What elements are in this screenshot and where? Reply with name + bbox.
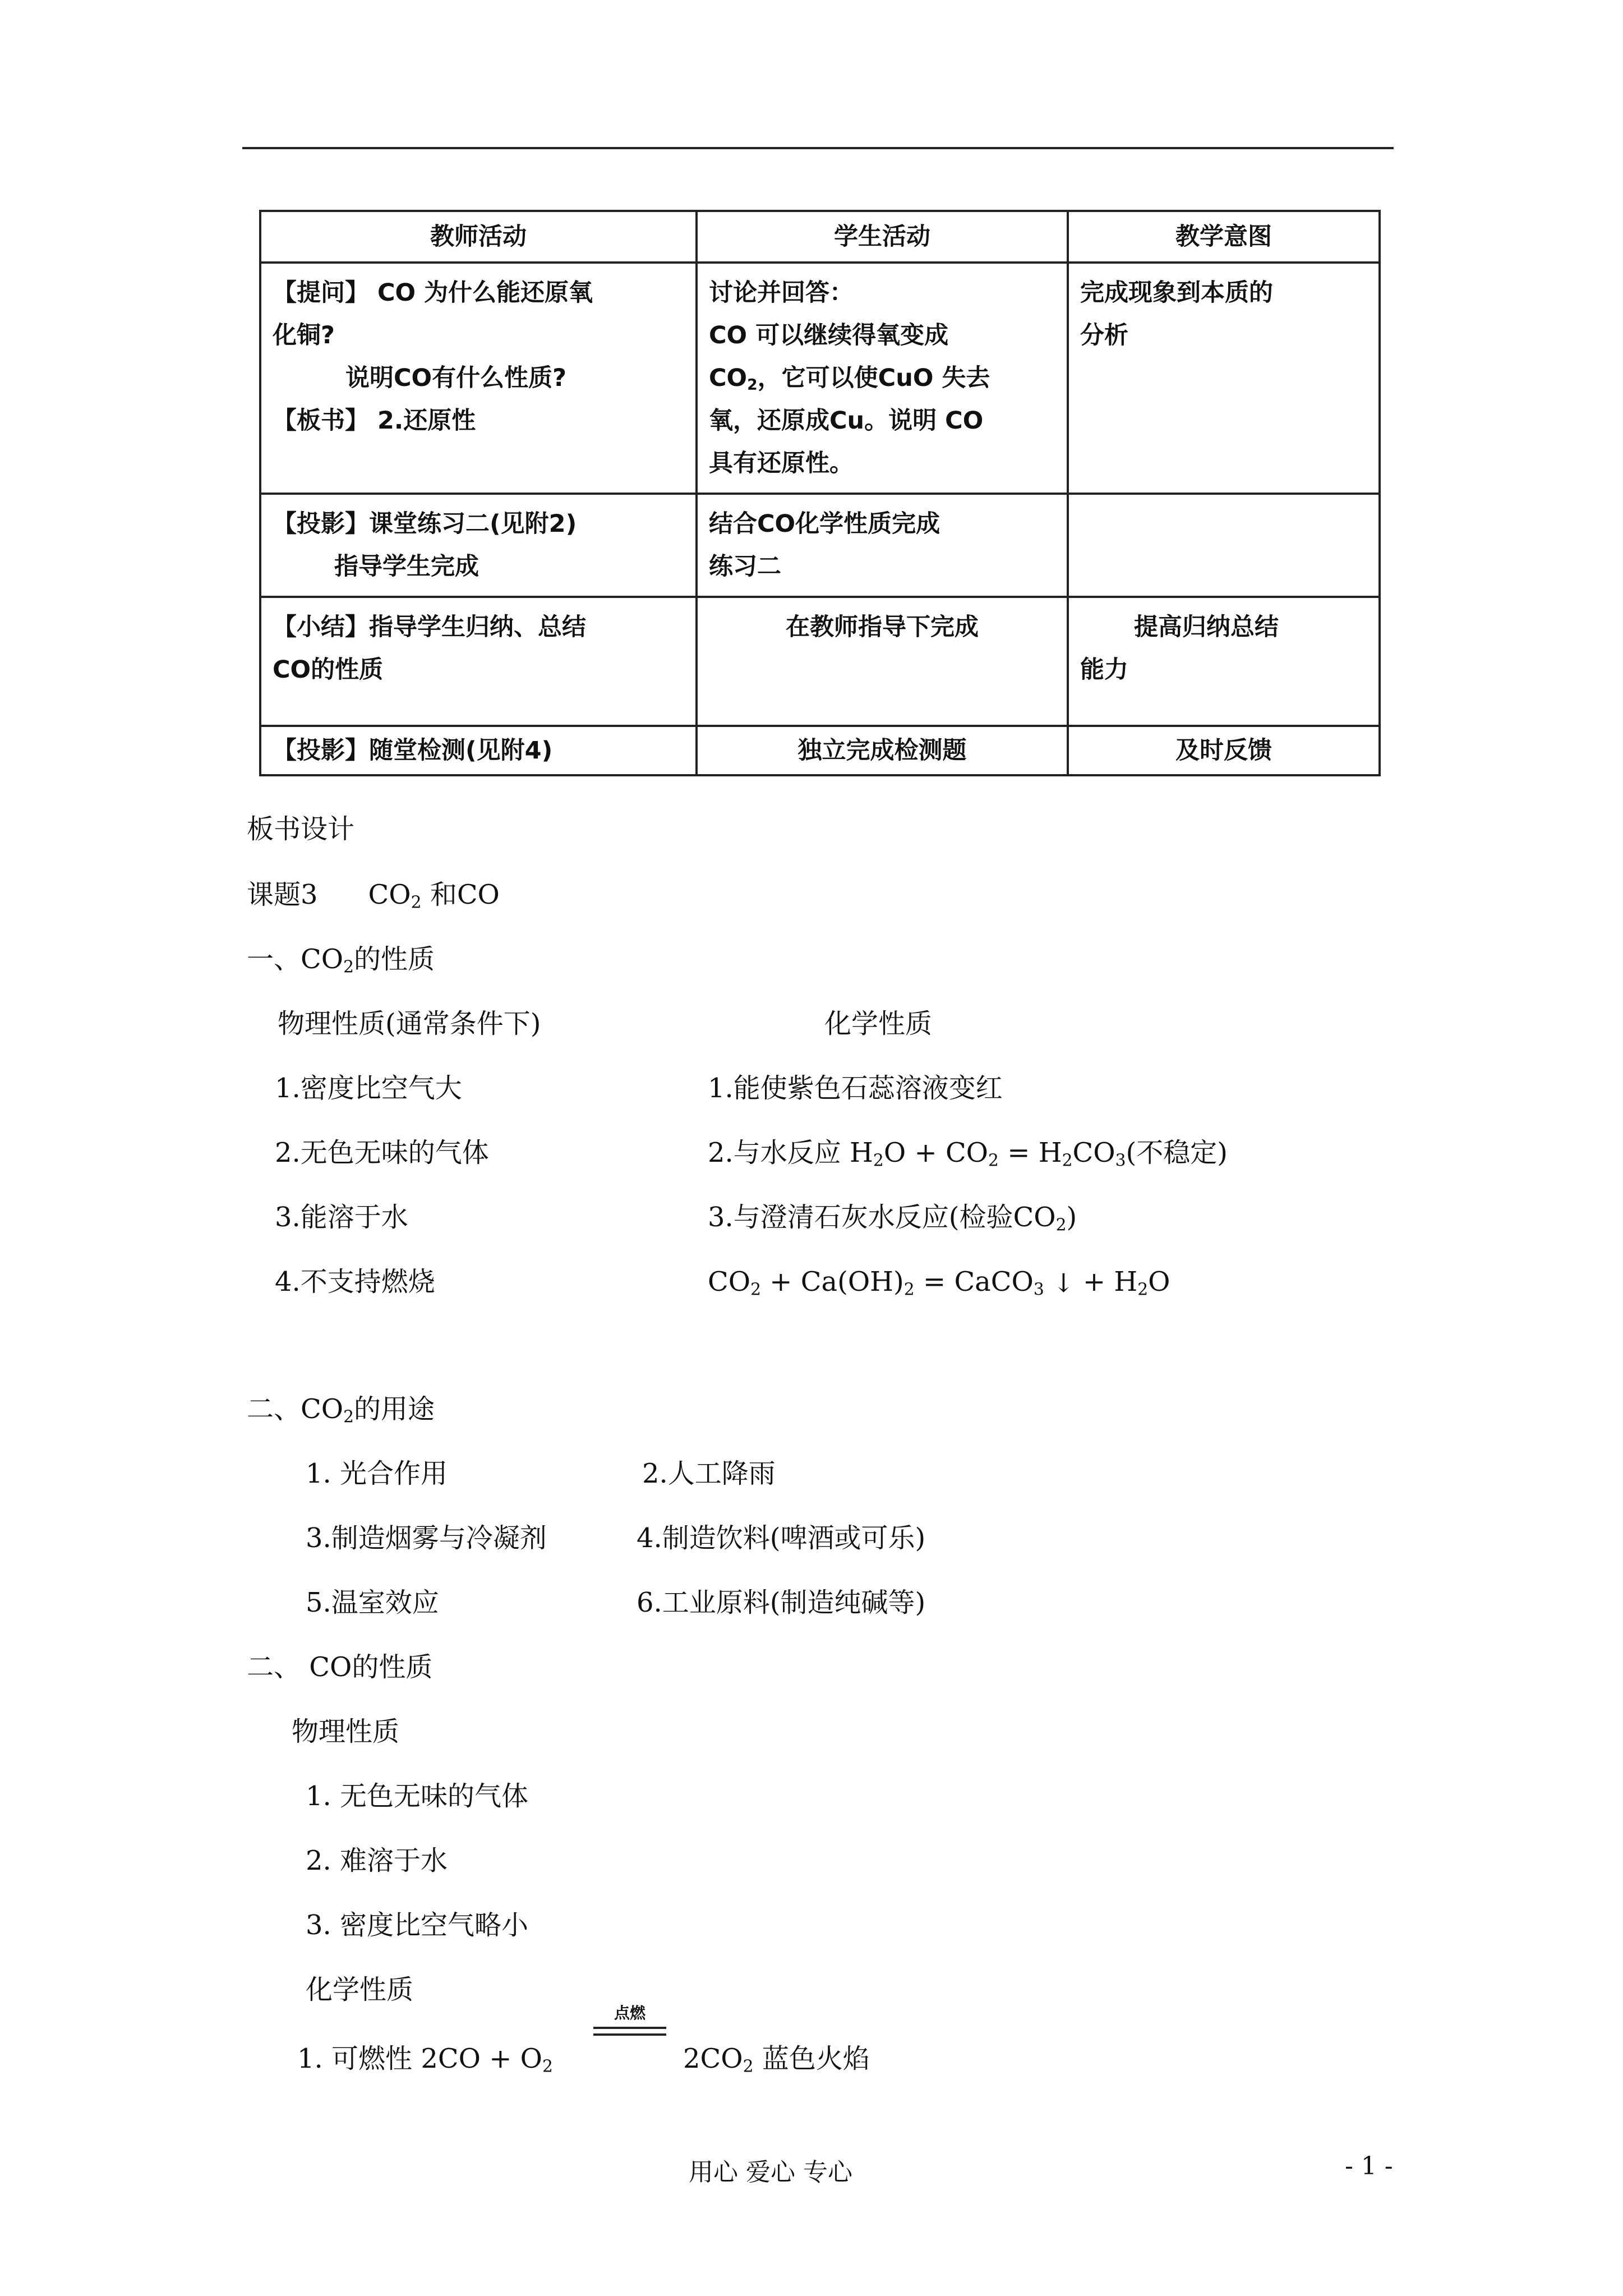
list-item: 1.能使紫色石蕊溶液变红 [708,1073,1003,1104]
cell-text: 提高归纳总结 [1134,613,1279,641]
formula-text: O [1148,1266,1170,1297]
student-cell [697,597,1068,726]
table-row [260,726,1380,775]
chem-label: 化学性质 [824,1008,933,1039]
intent-cell [1068,726,1380,775]
student-cell [697,726,1068,775]
subscript: 2 [343,1407,354,1427]
cell-text: CO的性质 [273,656,384,684]
section-title-text: 的性质 [354,944,435,975]
formula-text: = H [998,1137,1062,1168]
subscript: 2 [1137,1280,1149,1300]
intent-cell [1068,597,1380,726]
page-number: - 1 - [1345,2152,1393,2180]
subscript: 2 [873,1151,884,1171]
topic-prefix: 课题3 [247,879,318,910]
list-item: 2.人工降雨 [642,1458,776,1489]
col-header-teacher: 教师活动 [260,211,697,263]
formula-text: CO [368,879,411,910]
footer-motto: 用心 爱心 专心 [689,2158,852,2187]
lesson-table [259,210,1381,776]
table-row [260,494,1380,597]
formula-text: = CaCO [914,1266,1034,1297]
subscript: 2 [988,1151,999,1171]
cell-text: 【投影】课堂练习二(见附2) [273,510,577,538]
col-header-intent: 教学意图 [1068,211,1380,263]
list-item: 1. 无色无味的气体 [306,1780,529,1812]
equation [683,2042,870,2076]
cell-text: 完成现象到本质的 [1080,279,1273,307]
subscript: 2 [1055,1215,1067,1235]
list-item: 3.能溶于水 [275,1202,408,1233]
equals-bar [593,2027,666,2029]
formula-text: + Ca(OH) [761,1266,904,1297]
formula-text: CO [1072,1137,1115,1168]
list-item: 3.制造烟雾与冷凝剂 [306,1522,547,1554]
formula-text: CO [708,1266,751,1297]
cell-text: 分析 [1080,321,1128,349]
header-rule [242,147,1394,149]
subscript: 2 [750,1280,762,1300]
phys-label: 物理性质(通常条件下) [278,1008,541,1039]
topic-line [247,878,500,912]
formula-text: 1. 可燃性 2CO + O [297,2043,543,2074]
teacher-cell [260,263,697,494]
cell-text: 讨论并回答： [709,279,854,307]
list-item: 2.无色无味的气体 [275,1137,489,1168]
formula-text: 2.与水反应 H [708,1137,873,1168]
cell-text [709,357,1055,399]
cell-text: 指导学生完成 [334,553,479,581]
section-title: 二、 CO的性质 [247,1651,433,1683]
formula-text: + H [1074,1266,1138,1297]
cell-text: 【提问】 CO 为什么能还原氧 [273,279,593,307]
formula-text: CO [709,364,748,392]
condition-label: 点燃 [614,2004,645,2022]
formula-text: 2CO [683,2043,743,2074]
section-title [247,942,435,976]
list-item: 4.制造饮料(啤酒或可乐) [637,1522,926,1554]
cell-text: 在教师指导下完成 [786,613,979,641]
subscript: 2 [747,376,758,394]
student-cell [697,494,1068,597]
list-item: 1. 光合作用 [306,1458,448,1489]
intent-cell [1068,263,1380,494]
table-header-row [260,211,1380,263]
subscript: 3 [1115,1151,1126,1171]
list-item: 4.不支持燃烧 [275,1266,435,1297]
cell-text: CO 可以继续得氧变成 [709,321,949,349]
teacher-cell [260,494,697,597]
list-item [708,1136,1228,1170]
topic-suffix: 和CO [430,879,500,910]
list-item: 3. 密度比空气略小 [306,1910,529,1941]
subscript: 2 [903,1280,915,1300]
subscript: 2 [743,2056,754,2077]
subscript: 2 [542,2056,553,2077]
cell-text: 能力 [1080,656,1128,684]
formula-text: ) [1066,1202,1077,1233]
teacher-cell [260,726,697,775]
formula-text: O + CO [883,1137,989,1168]
board-heading: 板书设计 [247,813,355,845]
list-item: 2. 难溶于水 [306,1845,448,1876]
subscript: 2 [411,892,422,913]
formula-text: 3.与澄清石灰水反应(检验CO [708,1202,1056,1233]
reaction-condition [593,2004,666,2044]
formula-text: 蓝色火焰 [753,2043,870,2074]
list-item: 5.温室效应 [306,1587,439,1618]
equation [708,1265,1170,1299]
col-header-student: 学生活动 [697,211,1068,263]
formula-text: 二、CO [247,1393,344,1425]
cell-text: 独立完成检测题 [797,737,967,765]
table-row [260,597,1380,726]
cell-text: 结合CO化学性质完成 [709,510,940,538]
cell-text: 具有还原性。 [709,449,854,477]
list-item: 1.密度比空气大 [275,1073,462,1104]
section-title [247,1392,435,1426]
subscript: 3 [1033,1280,1044,1300]
equals-bar [593,2033,666,2036]
cell-text: 【投影】随堂检测(见附4) [273,737,553,765]
list-item: 6.工业原料(制造纯碱等) [637,1587,926,1618]
formula-text: 一、CO [247,944,344,975]
co-phys-label: 物理性质 [292,1716,400,1747]
cell-text: 及时反馈 [1175,737,1272,765]
equation [297,2042,553,2076]
co-chem-label: 化学性质 [306,1974,414,2005]
table-row [260,263,1380,494]
precipitate-arrow-icon: ↓ [1053,1268,1075,1298]
subscript: 2 [343,957,354,977]
formula-text: ，它可以使CuO 失去 [757,364,990,392]
cell-text: 氧，还原成Cu。说明 CO [709,407,984,435]
subscript: 2 [1062,1151,1073,1171]
list-item [708,1200,1077,1234]
teacher-cell [260,597,697,726]
student-cell [697,263,1068,494]
formula-text: (不稳定) [1126,1137,1228,1168]
intent-cell [1068,494,1380,597]
cell-text: 说明CO有什么性质? [345,364,567,392]
section-title-text: 的用途 [354,1393,435,1425]
cell-text: 【小结】指导学生归纳、总结 [273,613,586,641]
cell-text: 化铜? [273,321,335,349]
cell-text: 练习二 [709,553,781,581]
cell-text: 【板书】 2.还原性 [273,407,476,435]
